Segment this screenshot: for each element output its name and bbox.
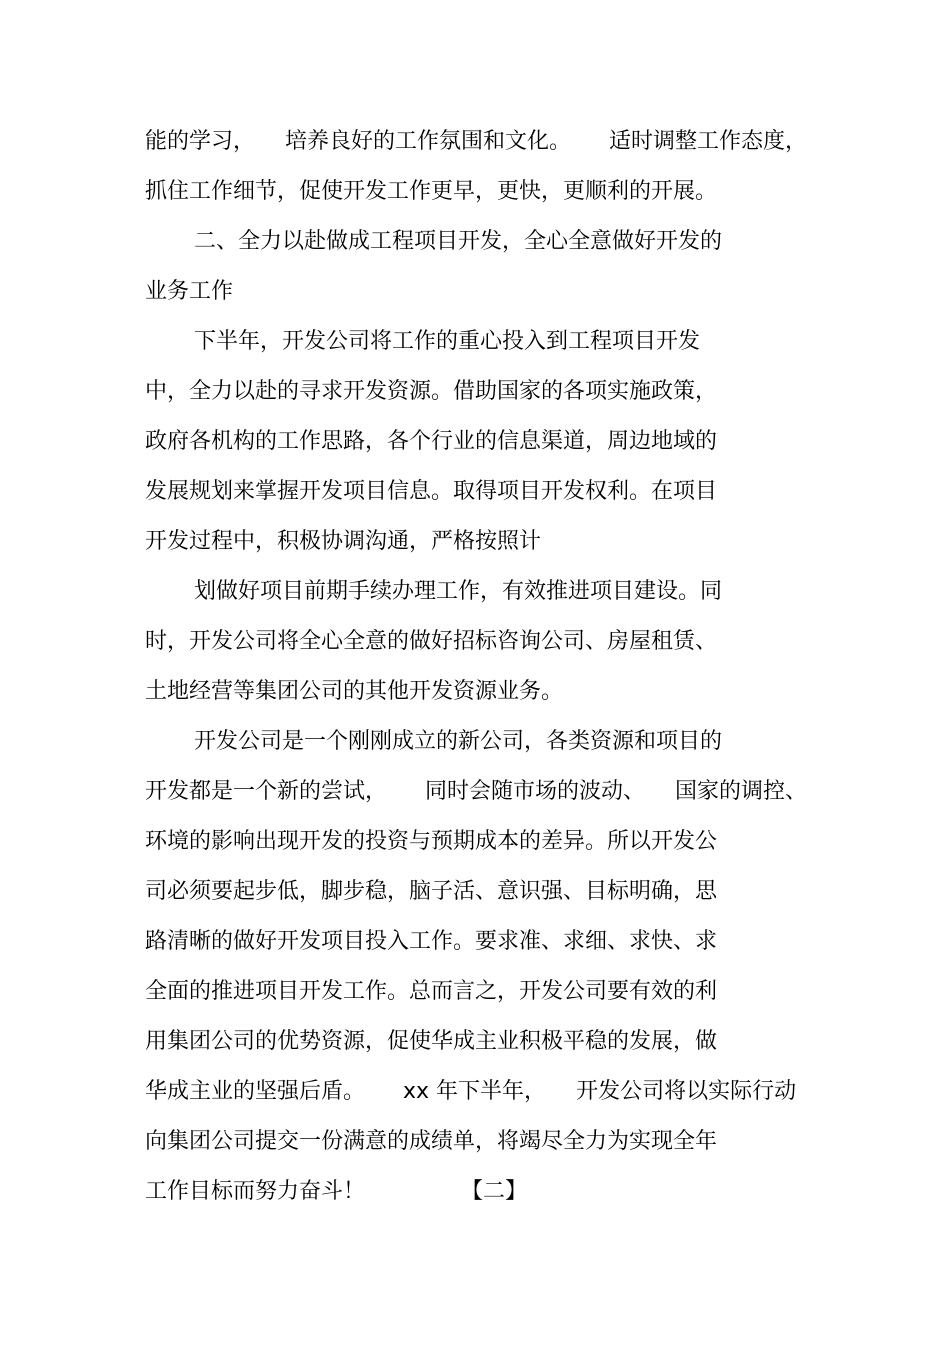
- text-segment: xx 年下半年，: [403, 1079, 547, 1104]
- text-line-8: 发展规划来掌握开发项目信息。取得项目开发权利。在项目: [145, 479, 718, 504]
- text-line-22: [145, 1177, 527, 1207]
- text-line-21: 向集团公司提交一份满意的成绩单，将竭尽全力为实现全年: [145, 1129, 718, 1154]
- text-line-16: 司必须要起步低，脚步稳，脑子活、意识强、目标明确，思: [145, 879, 718, 904]
- text-segment: 能的学习，: [145, 129, 256, 154]
- text-line-17: 路清晰的做好开发项目投入工作。要求准、求细、求快、求: [145, 929, 718, 954]
- text-segment: 工作目标而努力奋斗！: [145, 1179, 366, 1204]
- text-line-15: 环境的影响出现开发的投资与预期成本的差异。所以开发公: [145, 829, 718, 854]
- paragraph-start: 下半年，开发公司将工作的重心投入到工程项目开发: [194, 329, 701, 354]
- text-segment: 开发公司将以实际行动: [576, 1079, 797, 1104]
- text-segment: 开发都是一个新的尝试，: [145, 779, 388, 804]
- text-segment: 适时调整工作态度，: [609, 129, 808, 154]
- text-line-19: 用集团公司的优势资源，促使华成主业积极平稳的发展，做: [145, 1029, 718, 1054]
- text-line-18: 全面的推进项目开发工作。总而言之，开发公司要有效的利: [145, 979, 718, 1004]
- text-line-7: 政府各机构的工作思路，各个行业的信息渠道，周边地域的: [145, 429, 718, 454]
- paragraph-start: 开发公司是一个刚刚成立的新公司，各类资源和项目的: [194, 729, 723, 754]
- text-line-20: [145, 1077, 796, 1107]
- text-segment: 华成主业的坚强后盾。: [145, 1079, 366, 1104]
- section-heading-continued: 业务工作: [145, 279, 234, 304]
- text-line-1: [145, 127, 807, 157]
- text-line-2: 抓住工作细节，促使开发工作更早，更快，更顺利的开展。: [145, 179, 718, 204]
- paragraph-start: 划做好项目前期手续办理工作，有效推进项目建设。同: [194, 579, 723, 604]
- text-line-6: 中，全力以赴的寻求开发资源。借助国家的各项实施政策，: [145, 379, 718, 404]
- text-segment: 培养良好的工作氛围和文化。: [285, 129, 572, 154]
- text-segment: 国家的调控、: [675, 779, 808, 804]
- section-marker: 【二】: [461, 1179, 528, 1204]
- section-heading: 二、全力以赴做成工程项目开发，全心全意做好开发的: [194, 229, 723, 254]
- text-line-11: 时，开发公司将全心全意的做好招标咨询公司、房屋租赁、: [145, 629, 718, 654]
- text-line-9: 开发过程中，积极协调沟通，严格按照计: [145, 529, 542, 554]
- text-line-14: [145, 777, 807, 807]
- text-segment: 同时会随市场的波动、: [425, 779, 646, 804]
- text-line-12: 土地经营等集团公司的其他开发资源业务。: [145, 679, 564, 704]
